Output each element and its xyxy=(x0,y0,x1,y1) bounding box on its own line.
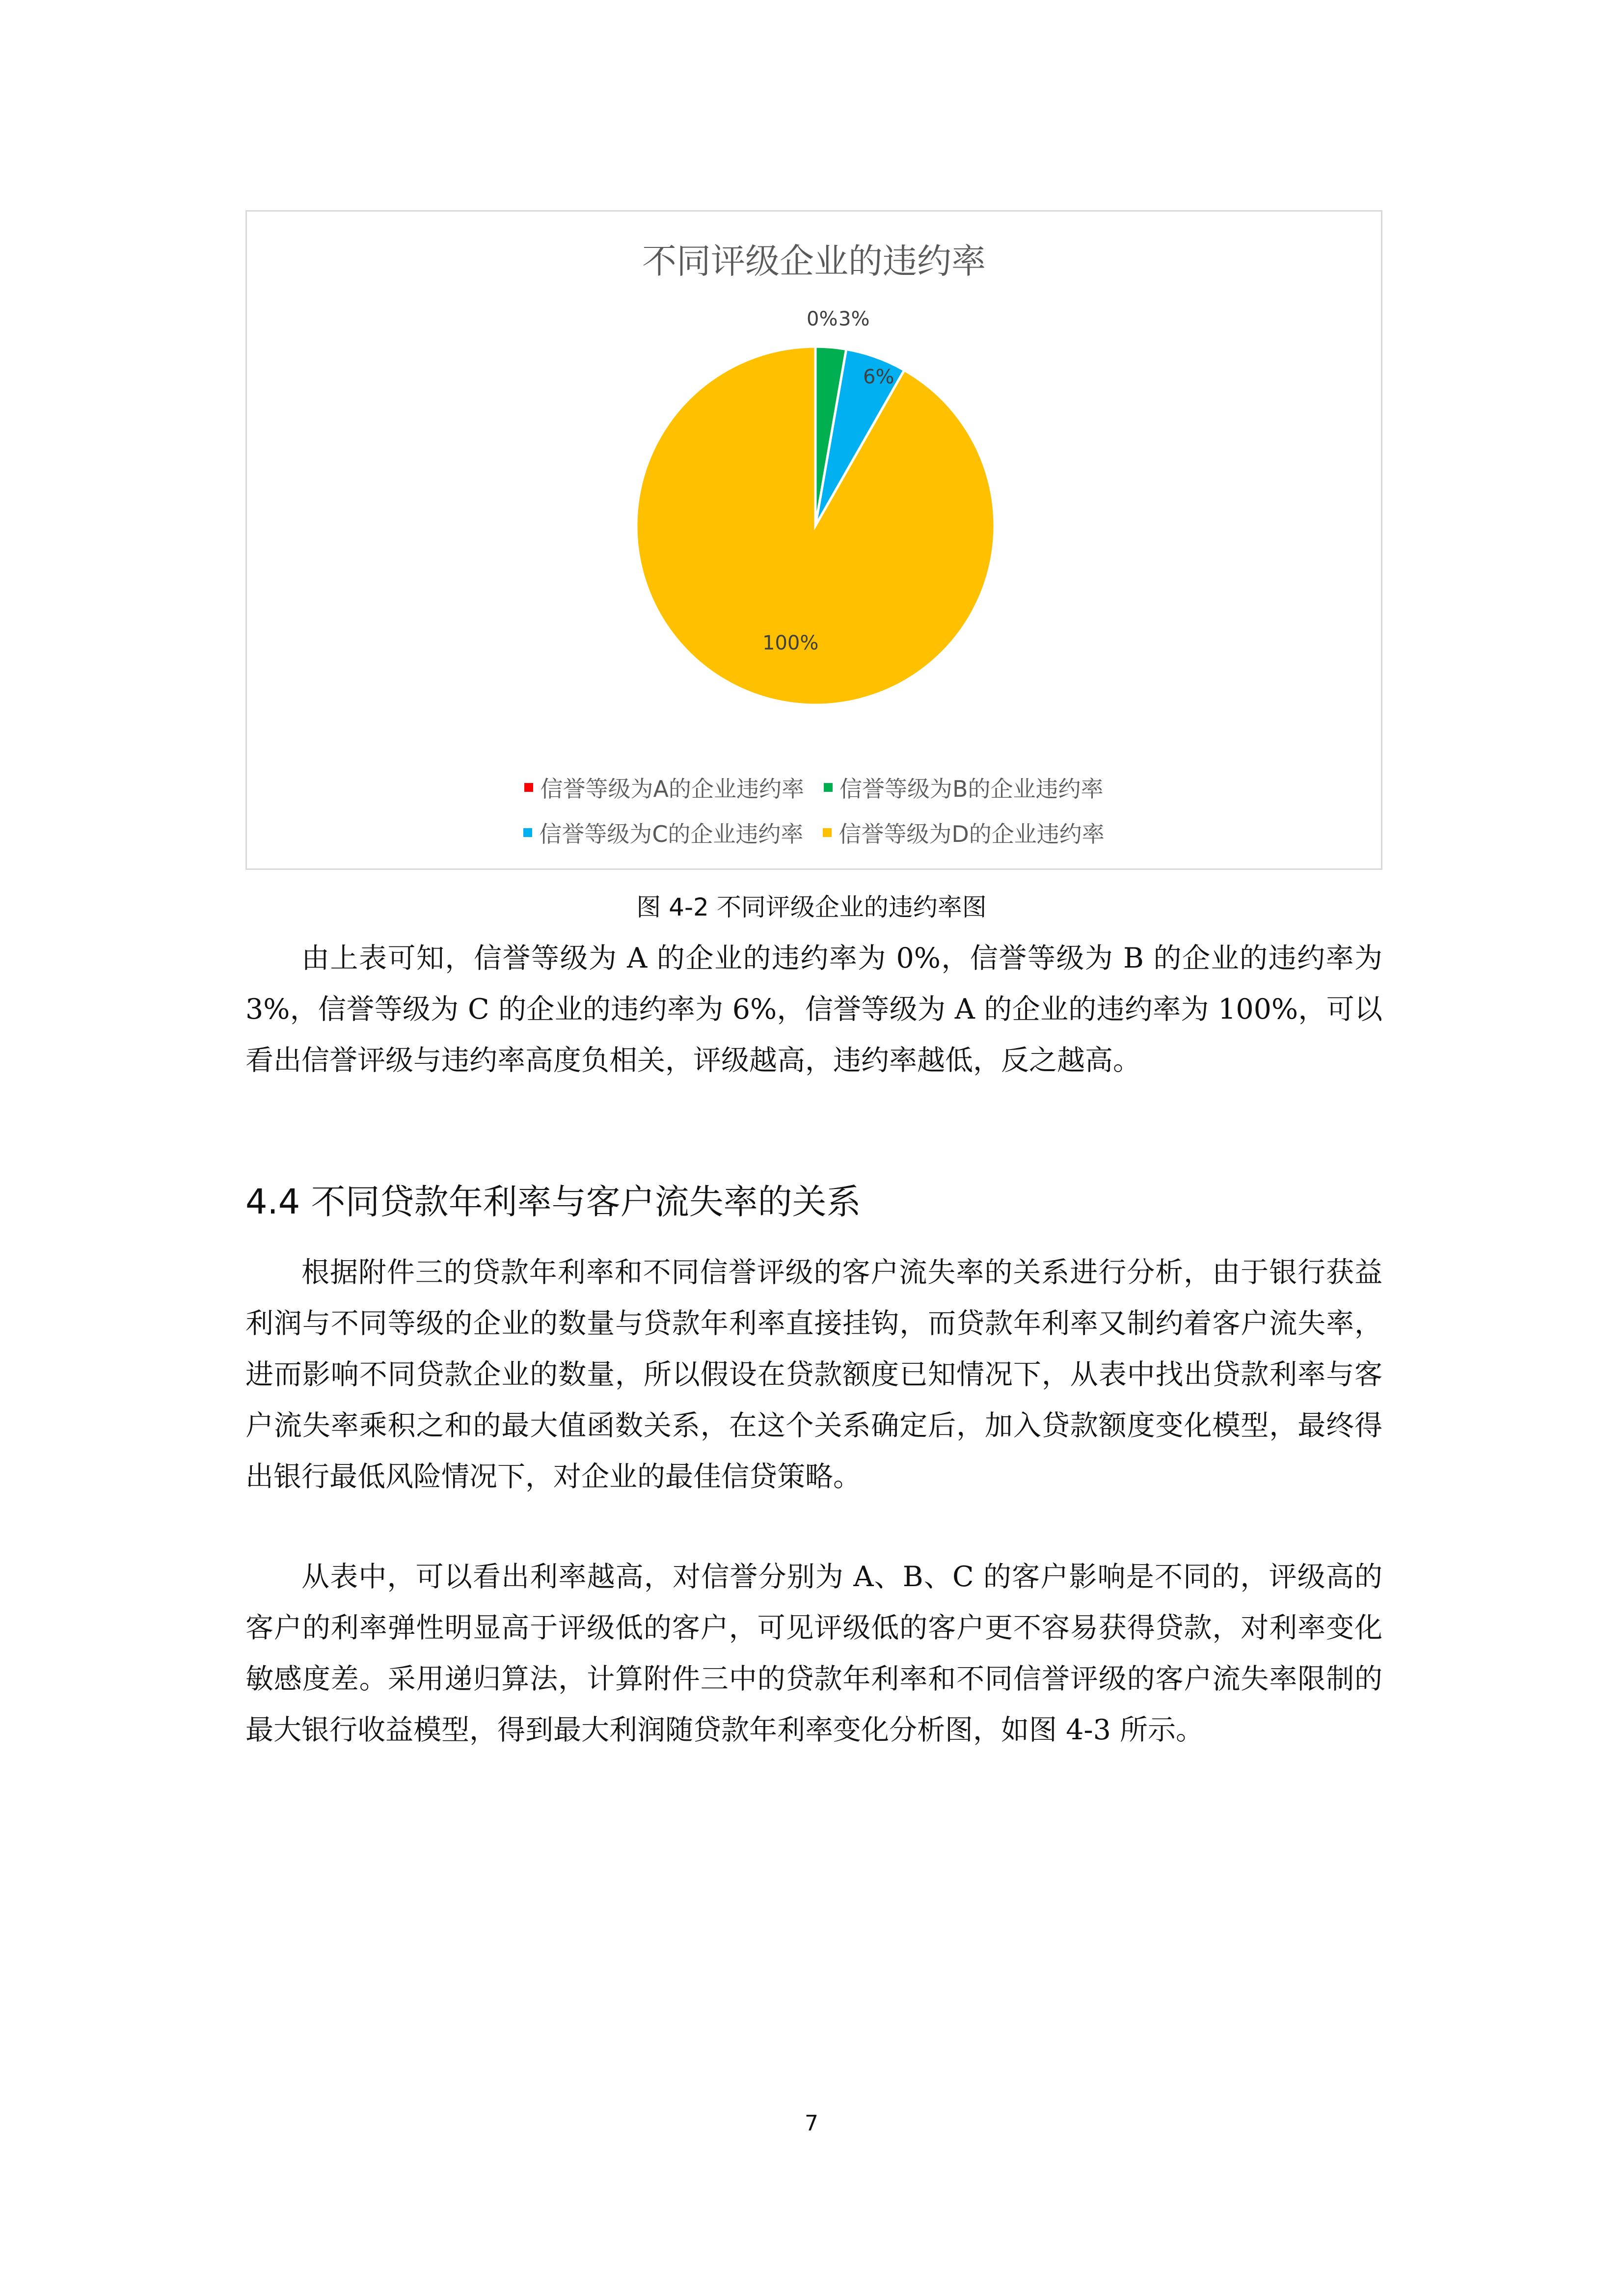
data-label-2: 6% xyxy=(863,366,894,388)
data-label-1: 3% xyxy=(839,308,870,330)
legend-label-c: 信誉等级为C的企业违约率 xyxy=(539,821,804,847)
paragraph-3: 从表中，可以看出利率越高，对信誉分别为 A、B、C 的客户影响是不同的，评级高的客户的利率弹性明显高于评级低的客户，可见评级低的客户更不容易获得贷款，对利率变化敏感度差。采用递归算法，计算附件三中的贷款年利率和不同信誉评级的客户流失率限制的最大银行收益模型，得到最大利润随贷款年利率变化分析图，如图 4-3 所示。 xyxy=(245,1561,1382,1746)
legend-item-a xyxy=(524,771,804,804)
data-label-0: 0% xyxy=(807,308,838,330)
legend-swatch-c xyxy=(523,828,532,837)
legend-swatch-b xyxy=(824,783,833,792)
legend-swatch-d xyxy=(823,828,832,837)
paragraph-2: 根据附件三的贷款年利率和不同信誉评级的客户流失率的关系进行分析，由于银行获益利润与不同等级的企业的数量与贷款年利率直接挂钩，而贷款年利率又制约着客户流失率，进而影响不同贷款企业的数量，所以假设在贷款额度已知情况下，从表中找出贷款利率与客户流失率乘积之和的最大值函数关系，在这个关系确定后，加入贷款额度变化模型，最终得出银行最低风险情况下，对企业的最佳信贷策略。 xyxy=(245,1256,1382,1493)
data-label-3: 100% xyxy=(762,632,819,654)
pie-chart xyxy=(245,210,1382,870)
legend-item-c xyxy=(523,816,803,849)
legend-item-b xyxy=(824,771,1104,804)
legend-swatch-a xyxy=(524,783,533,792)
legend-label-a: 信誉等级为A的企业违约率 xyxy=(540,776,804,802)
figure-caption: 图 4-2 不同评级企业的违约率图 xyxy=(636,893,987,921)
legend-label-b: 信誉等级为B的企业违约率 xyxy=(839,776,1104,802)
chart-title: 不同评级企业的违约率 xyxy=(642,241,986,281)
legend-item-d xyxy=(823,816,1104,849)
page-number: 7 xyxy=(805,2111,818,2136)
paragraph-1: 由上表可知，信誉等级为 A 的企业的违约率为 0%，信誉等级为 B 的企业的违约率为 3%，信誉等级为 C 的企业的违约率为 6%，信誉等级为 A 的企业的违约率为 100%，可以看出信誉评级与违约率高度负相关，评级越高，违约率越低，反之越高。 xyxy=(245,942,1382,1077)
section-heading: 4.4 不同贷款年利率与客户流失率的关系 xyxy=(245,1182,861,1222)
legend-label-d: 信誉等级为D的企业违约率 xyxy=(839,821,1105,847)
